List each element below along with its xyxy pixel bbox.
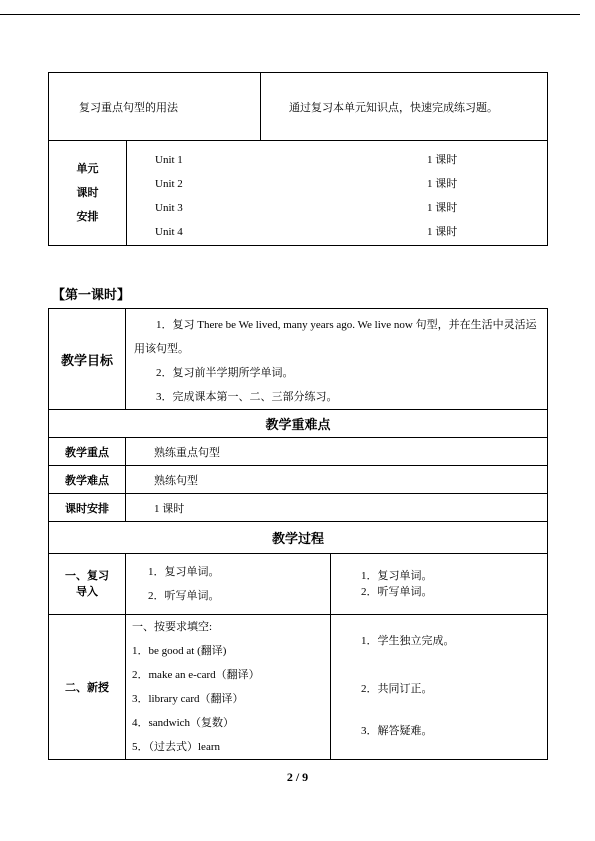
unit-hours: 1 课时 <box>427 154 458 166</box>
unit-name: Unit 3 <box>155 202 183 214</box>
review-method-cell <box>261 73 548 141</box>
page-number: 2 / 9 <box>286 770 309 784</box>
step2-label-cell <box>49 615 126 760</box>
step1-student-item: 1．复习单词。 <box>361 570 433 582</box>
goals-cell <box>126 309 548 410</box>
step2-student-item: 2．共同订正。 <box>361 683 433 695</box>
step1-student-cell <box>331 554 548 615</box>
schedule-label-cell <box>49 141 127 246</box>
review-goal-cell <box>49 73 261 141</box>
step2-student-item: 3．解答疑难。 <box>361 725 433 737</box>
step2-teacher-item: 3．library card（翻译） <box>132 693 244 705</box>
step1-label-line: 一、复习 <box>65 569 109 582</box>
step2-student-cell <box>331 615 548 760</box>
unit-row <box>127 172 547 196</box>
unit-hours: 1 课时 <box>427 178 458 190</box>
hours-label: 课时安排 <box>65 501 109 515</box>
difficulty-value-cell <box>126 466 548 494</box>
key-value: 熟练重点句型 <box>154 446 220 459</box>
step2-teacher-cell <box>126 615 331 760</box>
goals-label-cell <box>49 309 126 410</box>
unit-hours: 1 课时 <box>427 226 458 238</box>
unit-name: Unit 4 <box>155 226 183 238</box>
goals-label: 教学目标 <box>60 353 113 369</box>
difficulty-value: 熟练句型 <box>154 474 198 487</box>
review-method: 通过复习本单元知识点，快速完成练习题。 <box>289 101 498 114</box>
step2-teacher-item: 4．sandwich（复数） <box>132 717 235 729</box>
header-rule <box>0 14 580 15</box>
step1-label-cell <box>49 554 126 615</box>
hours-value: 1 课时 <box>154 502 185 515</box>
hours-value-cell <box>126 494 548 522</box>
unit-list-cell <box>127 141 548 246</box>
step1-teacher-item: 1．复习单词。 <box>148 566 220 578</box>
schedule-label-line: 单元 <box>76 162 99 175</box>
hours-label-cell <box>49 494 126 522</box>
lesson-title: 【第一课时】 <box>52 288 131 303</box>
unit-name: Unit 1 <box>155 154 183 166</box>
key-value-cell <box>126 438 548 466</box>
lesson-plan-table <box>48 308 548 760</box>
step2-label: 二、新授 <box>65 681 109 694</box>
unit-name: Unit 2 <box>155 178 183 190</box>
step2-student-item: 1．学生独立完成。 <box>361 635 455 647</box>
goal-item: 1．复习 There be We lived, many years ago. We live now 句型，并在生活中灵活运用该句型。 <box>134 319 537 355</box>
step1-teacher-item: 2．听写单词。 <box>148 590 220 602</box>
step2-teacher-item: 一、按要求填空: <box>132 621 213 633</box>
schedule-label-line: 课时 <box>76 186 99 199</box>
difficulty-label: 教学难点 <box>65 473 109 487</box>
step1-teacher-cell <box>126 554 331 615</box>
step1-label-line: 导入 <box>76 585 98 598</box>
process-title: 教学过程 <box>271 532 324 547</box>
unit-row <box>127 196 547 220</box>
step2-teacher-item: 5．（过去式）learn <box>132 741 220 753</box>
key-label-cell <box>49 438 126 466</box>
key-points-title: 教学重难点 <box>265 418 331 433</box>
goal-item: 3．完成课本第一、二、三部分练习。 <box>156 391 338 403</box>
step1-student-item: 2．听写单词。 <box>361 586 433 598</box>
process-header <box>49 522 548 554</box>
unit-row <box>127 220 547 244</box>
review-overview-table <box>48 72 548 246</box>
step2-teacher-item: 1．be good at (翻译) <box>132 645 227 657</box>
review-goal: 复习重点句型的用法 <box>79 101 178 114</box>
step2-teacher-item: 2．make an e-card（翻译） <box>132 669 260 681</box>
key-label: 教学重点 <box>65 445 109 459</box>
schedule-label-line: 安排 <box>76 210 99 223</box>
goal-item: 2．复习前半学期所学单词。 <box>156 367 294 379</box>
key-points-header <box>49 410 548 438</box>
unit-hours: 1 课时 <box>427 202 458 214</box>
unit-row <box>127 148 547 172</box>
difficulty-label-cell <box>49 466 126 494</box>
